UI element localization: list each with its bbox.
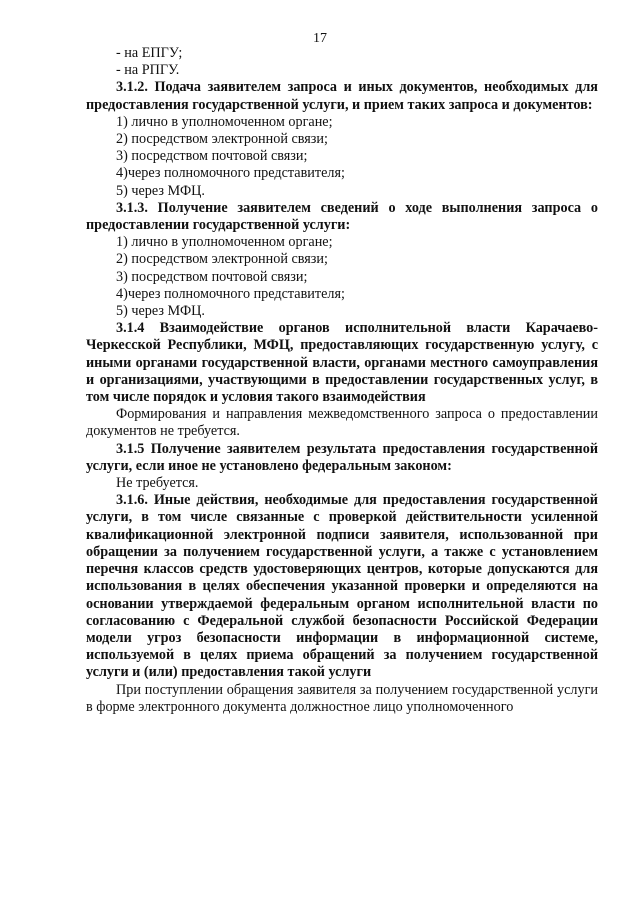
list-item: 4)через полномочного представителя; [116, 285, 345, 302]
page-number: 17 [313, 31, 327, 46]
page-content [86, 45, 598, 716]
list-item: 5) через МФЦ. [116, 182, 205, 199]
section-3-1-4-heading: 3.1.4 Взаимодействие органов исполнительной власти Карачаево-Черкесской Республики, МФЦ, предоставляющих государственную услугу, с иными органами государственной власти, органами местного самоуправления и организациями, участвующими в предоставлении государственных услуг, в том числе порядок и условия такого взаимодействия [86, 320, 598, 406]
section-3-1-4-text: Формирования и направления межведомственного запроса о предоставлении документов не требуется. [86, 406, 598, 440]
list-item: 5) через МФЦ. [116, 303, 205, 320]
list-item: 2) посредством электронной связи; [116, 131, 328, 148]
list-item: 1) лично в уполномоченном органе; [116, 113, 333, 130]
section-3-1-6-heading: 3.1.6. Иные действия, необходимые для предоставления государственной услуги, в том числе связанные с проверкой действительности усиленной квалификационной электронной подписи заявителя, использованной при обращении за получением государственной услуги, а также с установлением перечня классов средств удостоверяющих центров, которые допускаются для использования в целях обеспечения указанной проверки и определяются на основании утверждаемой федеральным органом исполнительной власти по согласованию с Федеральной службой безопасности Российской Федерации модели угроз безопасности информации в информационной системе, используемой в целях приема обращений за получением государственной услуги и (или) предоставления такой услуги [86, 492, 598, 681]
section-3-1-5-heading: 3.1.5 Получение заявителем результата предоставления государственной услуги, если иное не установлено федеральным законом: [86, 440, 598, 474]
section-3-1-3-heading: 3.1.3. Получение заявителем сведений о ходе выполнения запроса о предоставлении государственной услуги: [86, 199, 598, 234]
section-3-1-5-text: Не требуется. [116, 475, 199, 492]
intro-item: - на РПГУ. [116, 62, 180, 79]
list-item: 3) посредством почтовой связи; [116, 268, 308, 285]
list-item: 1) лично в уполномоченном органе; [116, 234, 333, 251]
list-item: 3) посредством почтовой связи; [116, 148, 308, 165]
list-item: 2) посредством электронной связи; [116, 251, 328, 268]
section-3-1-6-text: При поступлении обращения заявителя за получением государственной услуги в форме электронного документа должностное лицо уполномоченного [86, 681, 598, 715]
intro-item: - на ЕПГУ; [116, 45, 183, 61]
list-item: 4)через полномочного представителя; [116, 165, 345, 182]
section-3-1-2-heading: 3.1.2. Подача заявителем запроса и иных документов, необходимых для предоставления государственной услуги, и прием таких запроса и документов: [86, 79, 598, 113]
